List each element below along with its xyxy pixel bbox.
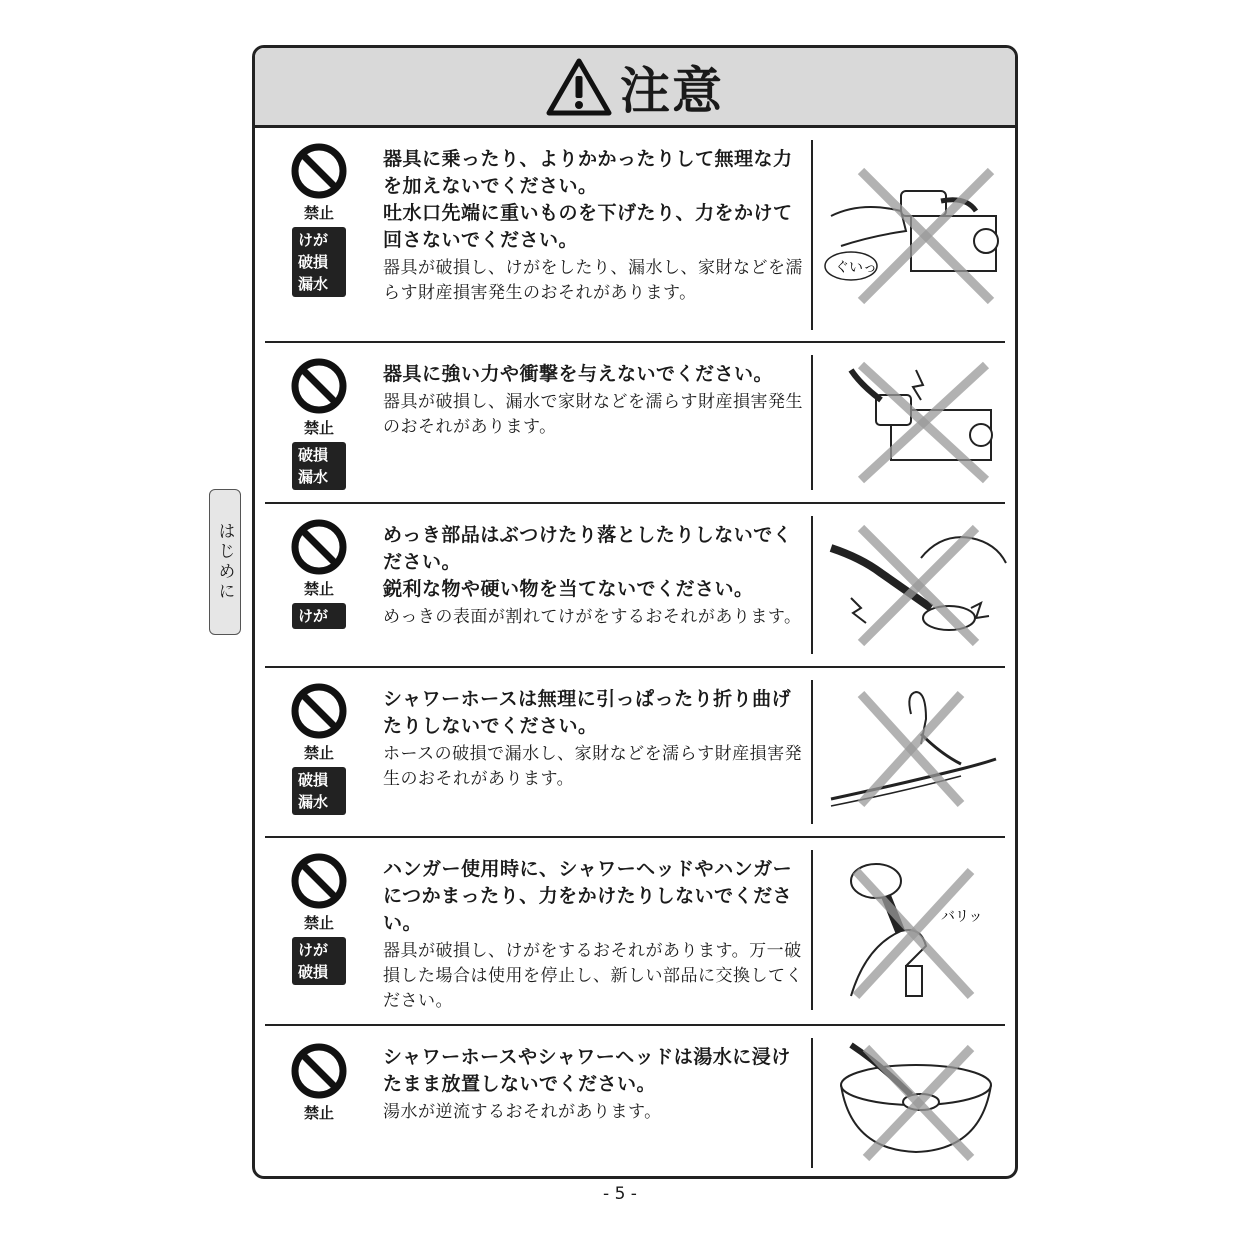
prohibition-sign xyxy=(279,852,359,985)
divider xyxy=(811,680,813,824)
prohibited-label: 禁止 xyxy=(303,744,334,762)
prohibition-sign xyxy=(279,1042,359,1123)
divider xyxy=(811,355,813,490)
plating-drop-illustration xyxy=(821,518,1011,648)
hazard-injury: けが xyxy=(298,607,329,625)
warning-text: シャワーホースやシャワーヘッドは湯水に浸けたまま放置しないでください。 xyxy=(383,1046,791,1095)
prohibited-icon xyxy=(290,357,348,415)
prohibited-label: 禁止 xyxy=(303,580,334,598)
prohibited-label: 禁止 xyxy=(303,419,334,437)
sound-text: バリッ xyxy=(941,909,983,925)
prohibited-label: 禁止 xyxy=(303,1104,334,1122)
consequence-text: ホースの破損で漏水し、家財などを濡らす財産損害発生のおそれがあります。 xyxy=(383,744,803,789)
section-tab xyxy=(209,489,241,635)
section-tab-label: はじめに xyxy=(214,522,235,602)
page-number: - 5 - xyxy=(603,1184,637,1204)
consequence-text: 器具が破損し、漏水で家財などを濡らす財産損害発生のおそれがあります。 xyxy=(383,392,803,437)
caution-row xyxy=(265,504,1005,668)
hose-pulling-illustration xyxy=(821,684,1011,814)
hazard-damage: 破損 xyxy=(298,771,329,789)
warning-text: ハンガー使用時に、シャワーヘッドやハンガーにつかまったり、力をかけたりしないでください。 xyxy=(383,858,793,934)
hazard-badge xyxy=(292,767,346,815)
caution-row xyxy=(265,1026,1005,1179)
faucet-impact-illustration xyxy=(821,355,1011,490)
consequence-text: 器具が破損し、けがをしたり、漏水し、家財などを濡らす財産損害発生のおそれがあります。 xyxy=(383,258,803,303)
caution-row xyxy=(265,668,1005,838)
hazard-damage: 破損 xyxy=(298,253,329,271)
hazard-damage: 破損 xyxy=(298,963,329,981)
warning-text: めっき部品はぶつけたり落としたりしないでください。 xyxy=(383,524,793,573)
prohibited-icon xyxy=(290,142,348,200)
prohibition-sign xyxy=(279,357,359,490)
caution-frame xyxy=(252,45,1018,1179)
hazard-badge xyxy=(292,937,346,985)
basin-soaking-illustration xyxy=(821,1040,1011,1165)
caution-row xyxy=(265,343,1005,504)
hazard-leak: 漏水 xyxy=(298,468,329,486)
divider xyxy=(811,1038,813,1168)
hazard-badge xyxy=(292,227,346,297)
hazard-badge xyxy=(292,442,346,490)
caution-row xyxy=(265,128,1005,343)
prohibited-icon xyxy=(290,518,348,576)
prohibited-label: 禁止 xyxy=(303,204,334,222)
warning-text: 吐水口先端に重いものを下げたり、力をかけて回さないでください。 xyxy=(383,202,793,251)
hazard-leak: 漏水 xyxy=(298,275,329,293)
hazard-leak: 漏水 xyxy=(298,793,329,811)
faucet-leaning-illustration xyxy=(821,156,1011,316)
caution-header xyxy=(255,48,1015,128)
prohibited-label: 禁止 xyxy=(303,914,334,932)
divider xyxy=(811,140,813,330)
prohibited-icon xyxy=(290,682,348,740)
warning-text: 器具に強い力や衝撃を与えないでください。 xyxy=(383,363,774,385)
divider xyxy=(811,516,813,654)
prohibition-sign xyxy=(279,518,359,629)
warning-triangle-icon xyxy=(546,58,612,116)
prohibition-sign xyxy=(279,142,359,297)
warning-text: 器具に乗ったり、よりかかったりして無理な力を加えないでください。 xyxy=(383,148,793,197)
consequence-text: めっきの表面が割れてけがをするおそれがあります。 xyxy=(383,607,802,627)
consequence-text: 湯水が逆流するおそれがあります。 xyxy=(383,1102,662,1122)
warning-text: 鋭利な物や硬い物を当てないでください。 xyxy=(383,578,754,600)
hanger-grabbing-illustration xyxy=(821,856,1011,1006)
prohibited-icon xyxy=(290,852,348,910)
hazard-damage: 破損 xyxy=(298,446,329,464)
warning-text: シャワーホースは無理に引っぱったり折り曲げたりしないでください。 xyxy=(383,688,792,737)
prohibited-icon xyxy=(290,1042,348,1100)
hazard-badge xyxy=(292,603,346,629)
divider xyxy=(811,850,813,1010)
consequence-text: 器具が破損し、けがをするおそれがあります。万一破損した場合は使用を停止し、新しい部品に交換してください。 xyxy=(383,941,803,1011)
sound-text: ぐいっ xyxy=(835,260,877,276)
caution-row xyxy=(265,838,1005,1026)
caution-title: 注意 xyxy=(620,61,724,120)
hazard-injury: けが xyxy=(298,941,329,959)
hazard-injury: けが xyxy=(298,231,329,249)
prohibition-sign xyxy=(279,682,359,815)
